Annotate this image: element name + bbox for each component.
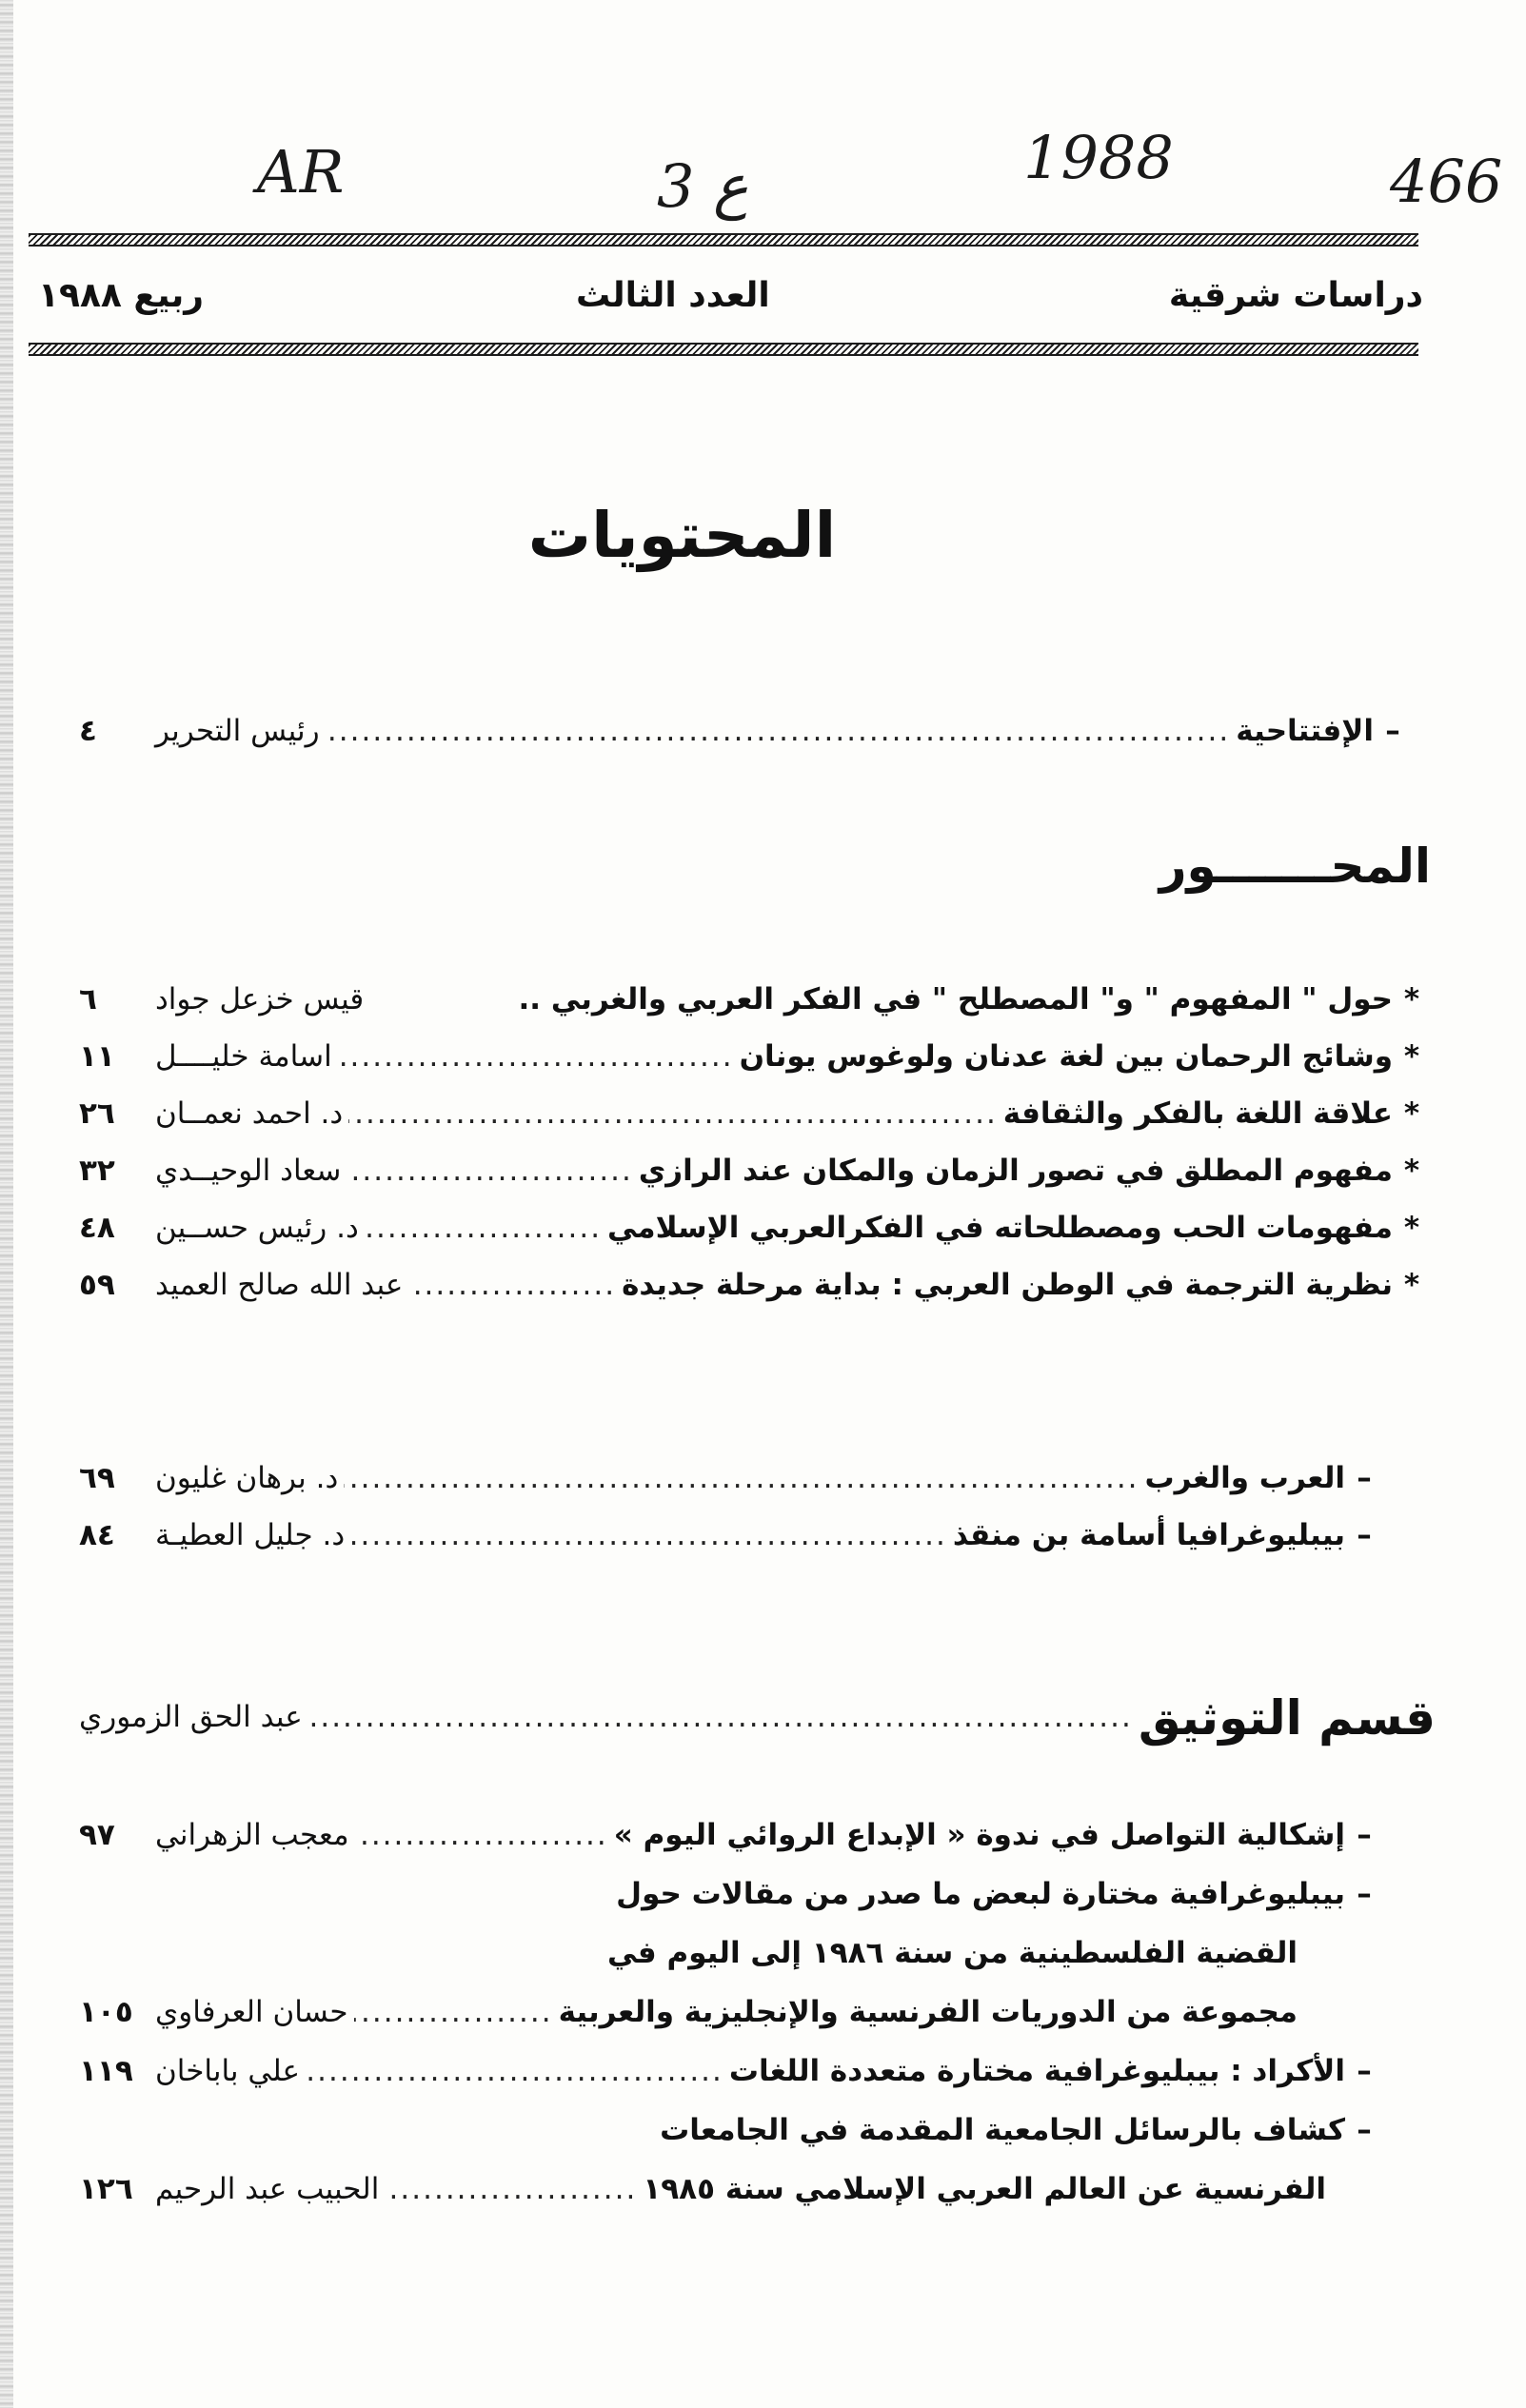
toc-entry-multiline: [79, 1877, 1383, 1912]
toc-entry: [79, 1461, 1383, 1496]
asterisk-marker: *: [1403, 1211, 1420, 1245]
leader-dots: [354, 1995, 553, 2030]
toc-entry-continuation: [79, 2172, 1326, 2207]
entry-title-line: القضية الفلسطينية من سنة ١٩٨٦ إلى اليوم في: [607, 1936, 1298, 1970]
leader-dots: [308, 1700, 1133, 1735]
journal-name: دراسات شرقية: [1168, 276, 1423, 315]
entry-author: سعاد الوحيــدي: [155, 1154, 342, 1188]
entry-title-line: مجموعة من الدوريات الفرنسية والإنجليزية والعربية: [558, 1995, 1298, 2029]
entry-title: إشكالية التواصل في ندوة « الإبداع الروائي اليوم »: [613, 1818, 1345, 1852]
leader-dots: [326, 714, 1231, 749]
toc-entry: [79, 1211, 1431, 1246]
toc-entry-opening: [79, 714, 1412, 749]
section-heading-axis: المحـــــــور: [1159, 839, 1431, 894]
toc-entry: [79, 1154, 1431, 1189]
entry-title: مفهوم المطلق في تصور الزمان والمكان عند الرازي: [638, 1154, 1393, 1188]
entry-page: ٤٨: [79, 1211, 115, 1245]
dash-marker: –: [1385, 714, 1400, 748]
dash-marker: –: [1357, 2054, 1372, 2088]
entry-author: علي باباخان: [155, 2054, 300, 2088]
toc-section-documentation: [79, 1689, 1436, 1747]
dash-marker: –: [1357, 1461, 1372, 1495]
entry-title: الأكراد : بيبليوغرافية مختارة متعددة اللغات: [728, 2054, 1345, 2088]
issue-label: العدد الثالث: [576, 276, 770, 315]
entry-title-line: بيبليوغرافية مختارة لبعض ما صدر من مقالات حول: [616, 1877, 1345, 1911]
section-heading-documentation: قسم التوثيق: [1138, 1690, 1436, 1746]
asterisk-marker: *: [1403, 1039, 1420, 1074]
entry-author: الحبيب عبد الرحيم: [155, 2172, 380, 2206]
section-editor: عبد الحق الزموري: [79, 1700, 303, 1735]
leader-dots: [408, 1268, 616, 1303]
dash-marker: –: [1357, 2113, 1372, 2147]
leader-dots: [306, 2054, 723, 2089]
entry-page: ٨٤: [79, 1518, 115, 1552]
toc-entry: [79, 982, 1431, 1017]
leader-dots: [365, 1211, 602, 1246]
leader-dots: [344, 1461, 1139, 1496]
entry-title: بيبليوغرافيا أسامة بن منقذ: [952, 1518, 1345, 1552]
entry-author: عبد الله صالح العميد: [155, 1268, 404, 1302]
handwritten-issue: 3 ع: [657, 151, 749, 221]
season-label: ربيع ١٩٨٨: [38, 276, 204, 315]
entry-author: حسان العرفاوي: [155, 1995, 348, 2029]
entry-author: قيس خزعل جواد: [155, 982, 365, 1016]
entry-page: ١١: [79, 1039, 115, 1074]
entry-page: ٩٧: [79, 1818, 115, 1852]
entry-title: وشائج الرحمان بين لغة عدنان ولوغوس يونان: [739, 1039, 1393, 1074]
toc-entry: [79, 2054, 1383, 2089]
toc-entry: [79, 1268, 1431, 1303]
toc-entry-continuation: [79, 1995, 1298, 2030]
entry-page: ٤: [79, 714, 97, 748]
entry-title: علاقة اللغة بالفكر والثقافة: [1002, 1096, 1393, 1131]
entry-page: ١٠٥: [79, 1995, 133, 2029]
toc-entry: [79, 1096, 1431, 1132]
leader-dots: [338, 1039, 734, 1075]
entry-author: معجب الزهراني: [155, 1818, 349, 1852]
leader-dots: [350, 1518, 947, 1553]
handwritten-year: 1988: [1023, 123, 1174, 192]
header-bottom-rule: [29, 343, 1418, 356]
asterisk-marker: *: [1403, 1096, 1420, 1131]
entry-page: ١١٩: [79, 2054, 133, 2088]
entry-title-line: الفرنسية عن العالم العربي الإسلامي سنة ١٩٨٥: [643, 2172, 1326, 2206]
toc-entry-multiline: [79, 2113, 1383, 2148]
entry-author: رئيس التحرير: [155, 714, 320, 748]
toc-entry: [79, 1039, 1431, 1075]
toc-entry: [79, 1818, 1383, 1853]
entry-title: نظرية الترجمة في الوطن العربي : بداية مرحلة جديدة: [622, 1268, 1393, 1302]
entry-title: العرب والغرب: [1144, 1461, 1345, 1495]
toc-entry: [79, 1518, 1383, 1553]
entry-page: ٦: [79, 982, 97, 1016]
handwritten-number: 466: [1390, 147, 1503, 216]
entry-page: ٣٢: [79, 1154, 115, 1188]
leader-dots: [385, 2172, 637, 2207]
dash-marker: –: [1357, 1818, 1372, 1852]
entry-title-line: كشاف بالرسائل الجامعية المقدمة في الجامعات: [660, 2113, 1345, 2147]
entry-author: د. احمد نعمــان: [155, 1096, 344, 1131]
handwritten-code: AR: [257, 137, 345, 207]
asterisk-marker: *: [1403, 1154, 1420, 1188]
entry-author: د. رئيس حســين: [155, 1211, 359, 1245]
leader-dots: [355, 1818, 608, 1853]
entry-author: د. برهان غليون: [155, 1461, 339, 1495]
header-top-rule: [29, 233, 1418, 247]
leader-dots: [347, 1154, 633, 1189]
entry-page: ٥٩: [79, 1268, 115, 1302]
entry-author: د. جليل العطيـة: [155, 1518, 346, 1552]
asterisk-marker: *: [1403, 982, 1420, 1016]
asterisk-marker: *: [1403, 1268, 1420, 1302]
entry-page: ٦٩: [79, 1461, 115, 1495]
entry-title: حول " المفهوم " و" المصطلح " في الفكر العربي والغربي ..: [518, 982, 1393, 1016]
entry-page: ١٢٦: [79, 2172, 133, 2206]
entry-page: ٢٦: [79, 1096, 115, 1131]
entry-author: اسامة خليــــل: [155, 1039, 332, 1074]
binding-edge: [0, 0, 13, 2408]
dash-marker: –: [1357, 1518, 1372, 1552]
page-title: المحتويات: [527, 499, 837, 572]
leader-dots: [348, 1096, 998, 1132]
dash-marker: –: [1357, 1877, 1372, 1911]
entry-title: الإفتتاحية: [1236, 714, 1374, 748]
entry-title: مفهومات الحب ومصطلحاته في الفكرالعربي الإسلامي: [607, 1211, 1393, 1245]
